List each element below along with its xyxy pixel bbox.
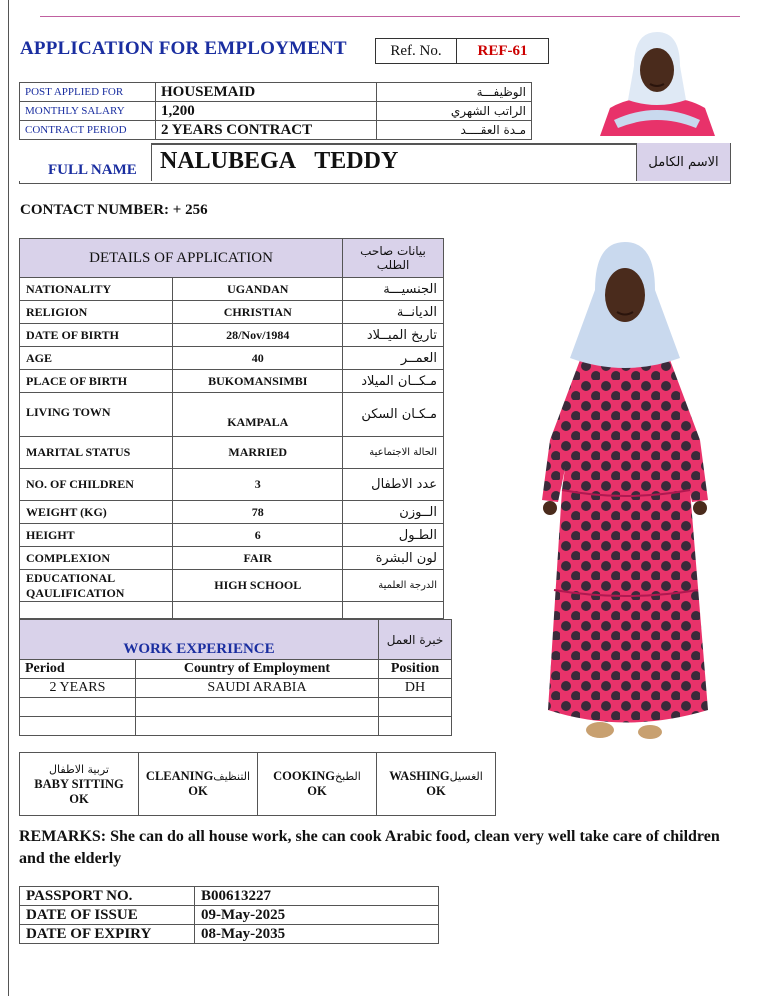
skill-value: OK bbox=[307, 784, 327, 798]
detail-label: WEIGHT (KG) bbox=[20, 501, 173, 524]
table-row bbox=[20, 906, 439, 925]
detail-arabic: عدد الاطفال bbox=[343, 469, 444, 501]
passport-label: DATE OF EXPIRY bbox=[20, 925, 195, 944]
full-name-label: FULL NAME bbox=[48, 162, 137, 178]
contract-row bbox=[20, 121, 532, 140]
remarks bbox=[19, 826, 749, 870]
skill-baby-sitting bbox=[20, 753, 139, 815]
detail-value: MARRIED bbox=[173, 437, 343, 469]
skill-value: OK bbox=[69, 791, 89, 806]
details-table bbox=[19, 238, 444, 619]
detail-arabic: الجنسيـــة bbox=[343, 278, 444, 301]
skill-arabic: التنظيف bbox=[213, 770, 251, 783]
post-row bbox=[20, 83, 532, 102]
contact-number bbox=[20, 202, 208, 219]
detail-value: 28/Nov/1984 bbox=[173, 324, 343, 347]
detail-arabic: الطـول bbox=[343, 524, 444, 547]
column-country: Country of Employment bbox=[136, 660, 379, 679]
detail-label: AGE bbox=[20, 347, 173, 370]
work-country: SAUDI ARABIA bbox=[136, 679, 379, 698]
table-row bbox=[20, 925, 439, 944]
applicant-photo-small bbox=[600, 28, 715, 136]
passport-value: 08-May-2035 bbox=[195, 925, 439, 944]
detail-label: DATE OF BIRTH bbox=[20, 324, 173, 347]
table-row bbox=[20, 469, 444, 501]
detail-value: 6 bbox=[173, 524, 343, 547]
table-row bbox=[20, 547, 444, 570]
full-name-arabic: الاسم الكامل bbox=[636, 143, 730, 181]
passport-value: B00613227 bbox=[195, 887, 439, 906]
table-row bbox=[20, 393, 444, 437]
detail-arabic: الحالة الاجتماعية bbox=[343, 437, 444, 469]
detail-arabic: الدرجة العلمية bbox=[343, 570, 444, 602]
skill-value: OK bbox=[188, 784, 208, 798]
ref-label: Ref. No. bbox=[376, 39, 457, 63]
contact-value: + 256 bbox=[172, 202, 208, 218]
skill-label: WASHING bbox=[389, 769, 450, 783]
column-period: Period bbox=[20, 660, 136, 679]
ref-box bbox=[375, 38, 549, 64]
skill-washing bbox=[377, 753, 495, 815]
work-header-arabic: خبرة العمل bbox=[379, 620, 452, 660]
remarks-text: She can do all house work, she can cook Arabic food, clean very well take care of children and the elderly bbox=[19, 828, 720, 867]
remarks-label: REMARKS: bbox=[19, 828, 107, 845]
table-row-empty bbox=[20, 717, 452, 736]
detail-label: EDUCATIONAL QAULIFICATION bbox=[20, 570, 173, 602]
table-row bbox=[20, 324, 444, 347]
details-header-row bbox=[20, 239, 444, 278]
ref-value: REF-61 bbox=[477, 42, 528, 59]
salary-row bbox=[20, 102, 532, 121]
details-header: DETAILS OF APPLICATION bbox=[20, 239, 343, 278]
skill-label: CLEANING bbox=[145, 769, 214, 783]
detail-arabic: تاريخ الميــلاد bbox=[343, 324, 444, 347]
detail-arabic: العمــر bbox=[343, 347, 444, 370]
contact-label: CONTACT NUMBER: bbox=[20, 202, 170, 218]
detail-arabic: مـكــان الميلاد bbox=[343, 370, 444, 393]
table-row bbox=[20, 887, 439, 906]
full-name-value: NALUBEGA TEDDY bbox=[160, 148, 399, 174]
detail-value: UGANDAN bbox=[173, 278, 343, 301]
table-row bbox=[20, 278, 444, 301]
detail-value: FAIR bbox=[173, 547, 343, 570]
table-row bbox=[20, 679, 452, 698]
detail-arabic: الديانــة bbox=[343, 301, 444, 324]
work-header: WORK EXPERIENCE bbox=[20, 620, 379, 660]
table-row bbox=[20, 501, 444, 524]
skill-arabic: الطبخ bbox=[334, 770, 361, 783]
work-period: 2 YEARS bbox=[20, 679, 136, 698]
work-experience-table bbox=[19, 619, 452, 736]
contract-arabic: مـدة العقــــد bbox=[377, 121, 532, 140]
full-name-label-cell bbox=[19, 143, 152, 181]
salary-value: 1,200 bbox=[156, 102, 377, 121]
skill-arabic: الغسيل bbox=[449, 770, 483, 783]
post-table bbox=[19, 82, 532, 140]
work-position: DH bbox=[379, 679, 452, 698]
detail-label: HEIGHT bbox=[20, 524, 173, 547]
detail-label: NATIONALITY bbox=[20, 278, 173, 301]
skill-label: BABY SITTING bbox=[34, 776, 124, 791]
table-row bbox=[20, 437, 444, 469]
detail-label: PLACE OF BIRTH bbox=[20, 370, 173, 393]
detail-label: RELIGION bbox=[20, 301, 173, 324]
table-row-empty bbox=[20, 698, 452, 717]
contract-label: CONTRACT PERIOD bbox=[20, 121, 156, 140]
detail-arabic: الــوزن bbox=[343, 501, 444, 524]
detail-label: LIVING TOWN bbox=[20, 393, 173, 437]
detail-label: MARITAL STATUS bbox=[20, 437, 173, 469]
detail-arabic: لون البشرة bbox=[343, 547, 444, 570]
table-row bbox=[20, 301, 444, 324]
skills-row bbox=[19, 752, 496, 816]
detail-value: 78 bbox=[173, 501, 343, 524]
detail-value: KAMPALA bbox=[173, 393, 343, 437]
table-row bbox=[20, 370, 444, 393]
salary-arabic: الراتب الشهري bbox=[377, 102, 532, 121]
top-divider bbox=[40, 16, 740, 17]
applicant-photo-full bbox=[540, 240, 710, 750]
detail-arabic: مـكـان السكن bbox=[343, 393, 444, 437]
column-position: Position bbox=[379, 660, 452, 679]
page-title: APPLICATION FOR EMPLOYMENT bbox=[20, 38, 347, 59]
passport-value: 09-May-2025 bbox=[195, 906, 439, 925]
work-header-row bbox=[20, 620, 452, 660]
details-header-arabic: بيانات صاحب الطلب bbox=[343, 239, 444, 278]
detail-value: 40 bbox=[173, 347, 343, 370]
post-label: POST APPLIED FOR bbox=[20, 83, 156, 102]
table-row bbox=[20, 524, 444, 547]
detail-value: 3 bbox=[173, 469, 343, 501]
post-value: HOUSEMAID bbox=[156, 83, 377, 102]
table-row bbox=[20, 347, 444, 370]
skill-cooking bbox=[258, 753, 377, 815]
detail-label: NO. OF CHILDREN bbox=[20, 469, 173, 501]
detail-value: BUKOMANSIMBI bbox=[173, 370, 343, 393]
table-row-empty bbox=[20, 602, 444, 619]
detail-label: COMPLEXION bbox=[20, 547, 173, 570]
skill-label: COOKING bbox=[273, 769, 335, 783]
passport-label: PASSPORT NO. bbox=[20, 887, 195, 906]
work-columns-row bbox=[20, 660, 452, 679]
skill-cleaning bbox=[139, 753, 258, 815]
skill-value: OK bbox=[426, 784, 446, 798]
detail-value: HIGH SCHOOL bbox=[173, 570, 343, 602]
detail-value: CHRISTIAN bbox=[173, 301, 343, 324]
contract-value: 2 YEARS CONTRACT bbox=[156, 121, 377, 140]
passport-label: DATE OF ISSUE bbox=[20, 906, 195, 925]
passport-table bbox=[19, 886, 439, 944]
table-row bbox=[20, 570, 444, 602]
skill-arabic: تربية الاطفال bbox=[49, 762, 109, 776]
salary-label: MONTHLY SALARY bbox=[20, 102, 156, 121]
post-arabic: الوظيفـــة bbox=[377, 83, 532, 102]
page-border bbox=[8, 0, 9, 996]
